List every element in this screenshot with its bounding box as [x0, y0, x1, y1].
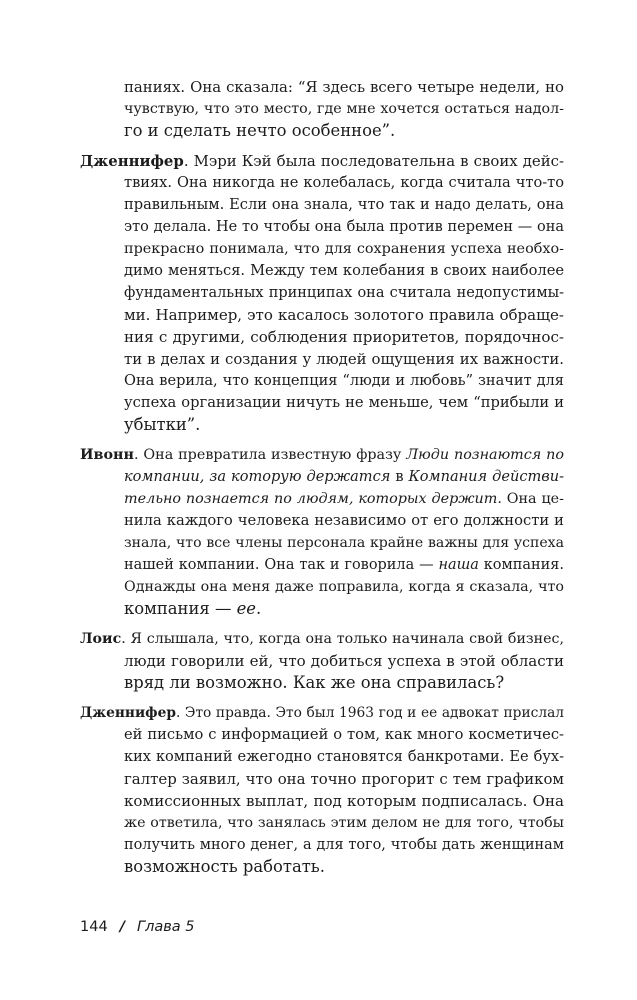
text-line: это делала. Не то чтобы она была против перемен — она	[124, 219, 564, 235]
text-line: Ивонн. Она превратила известную фразу Люди познаются по	[80, 447, 564, 463]
text-line: люди говорили ей, что добиться успеха в этой области	[124, 652, 564, 670]
text-line: возможность работать.	[124, 857, 325, 876]
text-line: ми. Например, это касалось золотого правила обраще-	[124, 306, 564, 324]
text-line: ких компаний ежегодно становятся банкротами. Ее бух-	[124, 749, 564, 765]
text-line: комиссионных выплат, под которым подписалась. Она	[124, 792, 564, 810]
text-line: компания — ее.	[124, 599, 262, 618]
text-line: Дженнифер. Мэри Кэй была последовательна в своих дейс-	[80, 152, 564, 170]
text-line: прекрасно понимала, что для сохранения успеха необхо-	[124, 241, 564, 257]
text-line: димо меняться. Между тем колебания в своих наиболее	[124, 262, 564, 279]
text-line: ти в делах и создания у людей ощущения их важности.	[124, 350, 564, 368]
text-line: ния с другими, соблюдения приоритетов, порядочнос-	[124, 328, 564, 346]
text-line: получить много денег, а для того, чтобы дать женщинам	[124, 837, 564, 853]
text-line: Она верила, что концепция “люди и любовь” значит для	[124, 372, 564, 389]
text-line: правильным. Если она знала, что так и надо делать, она	[124, 196, 564, 213]
text-line: компании, за которую держатся в Компания действи-	[124, 469, 564, 485]
text-line: нила каждого человека независимо от его должности и	[124, 512, 564, 529]
speaker-name: Лоис	[80, 631, 122, 647]
text-line: ей письмо с информацией о том, как много косметичес-	[124, 726, 564, 743]
text-line: же ответила, что занялась этим делом не для того, чтобы	[124, 815, 564, 831]
text-line: го и сделать нечто особенное”.	[124, 121, 396, 140]
text-line: тельно познается по людям, которых держит. Она це-	[124, 491, 564, 507]
text-line: Дженнифер. Это правда. Это был 1963 год и ее адвокат прислал	[80, 705, 564, 721]
text-line: Лоис. Я слышала, что, когда она только начинала свой бизнес,	[80, 631, 564, 647]
text-line: вряд ли возможно. Как же она справилась?	[124, 673, 505, 692]
text-line: знала, что все члены персонала крайне важны для успеха	[124, 535, 564, 551]
page-number: 144	[80, 919, 108, 935]
speaker-name: Ивонн	[80, 447, 134, 463]
text-line: убытки”.	[124, 415, 201, 434]
text-line: паниях. Она сказала: “Я здесь всего четыре недели, но	[124, 78, 564, 96]
text-line: успеха организации ничуть не меньше, чем “прибыли и	[124, 394, 564, 411]
text-line: чувствую, что это место, где мне хочется остаться надол-	[124, 101, 564, 117]
chapter-title: Глава 5	[136, 919, 195, 935]
page-footer	[80, 918, 194, 936]
speaker-name: Дженнифер	[80, 152, 184, 170]
text-line: галтер заявил, что она точно прогорит с тем графиком	[124, 770, 564, 788]
footer-separator: /	[119, 919, 125, 935]
speaker-name: Дженнифер	[80, 705, 176, 721]
text-line: нашей компании. Она так и говорила — наша компания.	[124, 557, 564, 573]
text-line: фундаментальных принципах она считала недопустимы-	[124, 285, 564, 301]
text-line: Однажды она меня даже поправила, когда я сказала, что	[124, 579, 564, 595]
text-line: твиях. Она никогда не колебалась, когда считала что-то	[124, 174, 564, 191]
